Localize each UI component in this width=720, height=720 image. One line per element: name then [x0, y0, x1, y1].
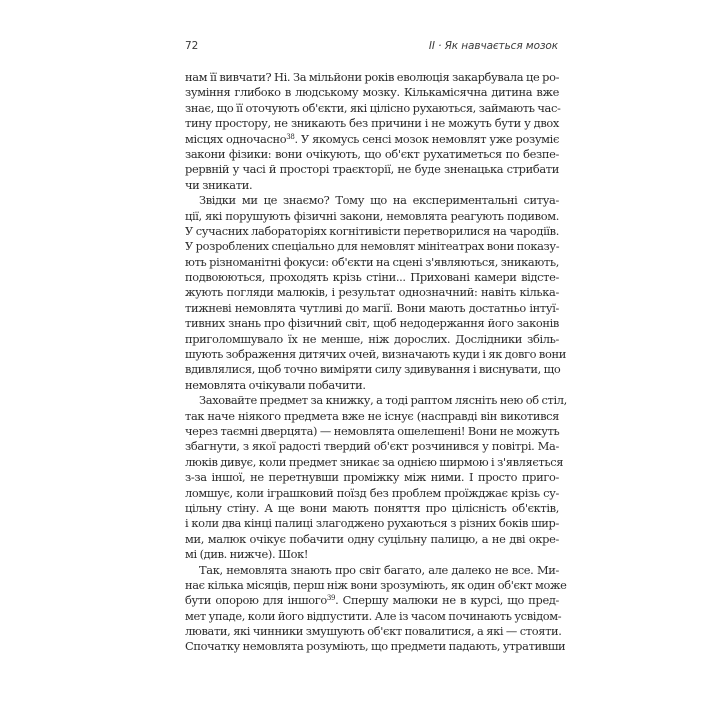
text-line: У розроблених спеціально для немовлят мінітеатрах вони показу- [185, 239, 560, 254]
text-line: знає, що її оточують об'єкти, які цілісно рухаються, займають час- [185, 100, 561, 115]
text-line: ють різноманітні фокуси: об'єкти на сцені з'являються, зникають, [185, 254, 559, 269]
text-line: тивних знань про фізичний світ, щоб недодержання його законів [185, 316, 559, 331]
text-line: люків дивує, коли предмет зникає за однією ширмою і з'являється [185, 454, 564, 469]
body-text [185, 70, 567, 655]
text-line: ції, які порушують фізичні закони, немовлята реагують подивом. [185, 208, 559, 223]
text-line: тину простору, не зникають без причини і не можуть бути у двох [185, 116, 559, 131]
text-line: Звідки ми це знаємо? Тому що на експериментальні ситуа- [199, 193, 559, 208]
text-line: жують погляди малюків, і результат однозначний: навіть кілька- [185, 285, 559, 300]
text-line: ми, малюк очікує побачити одну суцільну палицю, а не дві окре- [185, 531, 559, 546]
text-line: тижневі немовлята чутливі до магії. Вони мають достатньо інтуї- [185, 300, 559, 315]
text-line: зуміння глибоко в людському мозку. Кількамісячна дитина вже [185, 85, 559, 100]
text-line: нає кілька місяців, перш ніж вони зрозуміють, як один об'єкт може [185, 577, 567, 592]
text-line: немовлята очікували побачити. [185, 377, 366, 392]
text-line: нам її вивчати? Ні. За мільйони років еволюція закарбувала це ро- [185, 70, 560, 84]
text-line: мі (див. нижче). Шок! [185, 547, 309, 562]
text-line: чи зникати. [185, 177, 253, 192]
text-line: шують зображення дитячих очей, визначають куди і як довго вони [185, 347, 566, 362]
text-line: збагнути, з якої радості твердий об'єкт розчинився у повітрі. Ма- [185, 439, 559, 454]
paragraph [185, 70, 559, 193]
text-line: закони фізики: вони очікують, що об'єкт рухатиметься по безпе- [185, 146, 559, 161]
footnote-reference[interactable]: 39 [326, 594, 336, 603]
text-line: мет упаде, коли його відпустити. Але із часом починають усвідом- [185, 608, 562, 623]
text-line: приголомшувало їх не менше, ніж дорослих. Дослідники збіль- [185, 331, 559, 346]
text-line: бути опорою для іншого$^{39}$. Спершу малюки не в курсі, що пред- [185, 593, 559, 608]
footnote-reference[interactable]: 38 [286, 132, 295, 141]
text-line: Так, немовлята знають про світ багато, але далеко не все. Ми- [199, 562, 559, 577]
text-line: з-за іншої, не перетнувши проміжку між ними. І просто приго- [185, 470, 559, 485]
text-line: рервній у часі й просторі траєкторії, не буде зненацька стрибати [185, 162, 559, 177]
paragraph [185, 393, 567, 562]
text-line: У сучасних лабораторіях когнітивісти перетворилися на чародіїв. [185, 223, 559, 238]
text-line: і коли два кінці палиці злагоджено рухаються з різних боків шир- [185, 516, 559, 531]
text-line: ломшує, коли іграшковий поїзд без проблем проїжджає крізь су- [185, 485, 559, 500]
paragraph [185, 562, 567, 655]
text-line: місцях одночасно$^{38}$. У якомусь сенсі мозок немовлят уже розуміє [185, 131, 559, 146]
text-line: Заховайте предмет за книжку, а тоді раптом лясніть нею об стіл, [199, 393, 567, 408]
text-line: через таємні дверцята) — немовлята ошелешені! Вони не можуть [185, 423, 560, 438]
page-number: 72 [185, 40, 199, 52]
text-line: вдивлялися, щоб точно виміряти силу здивування і виснувати, що [185, 362, 561, 377]
paragraph [185, 193, 566, 393]
text-line: так наче ніякого предмета вже не існує (насправді він викотився [185, 408, 559, 423]
chapter-title: II · Як навчається мозок [428, 40, 558, 52]
text-line: Спочатку немовлята розуміють, що предмети падають, утративши [185, 639, 566, 654]
running-head [185, 38, 558, 56]
text-line: цільну стіну. А ще вони мають поняття про цілісність об'єктів, [185, 500, 559, 515]
text-line: подвоюються, проходять крізь стіни... Приховані камери відсте- [185, 270, 559, 285]
text-line: лювати, які чинники змушують об'єкт повалитися, а які — стояти. [185, 624, 562, 639]
